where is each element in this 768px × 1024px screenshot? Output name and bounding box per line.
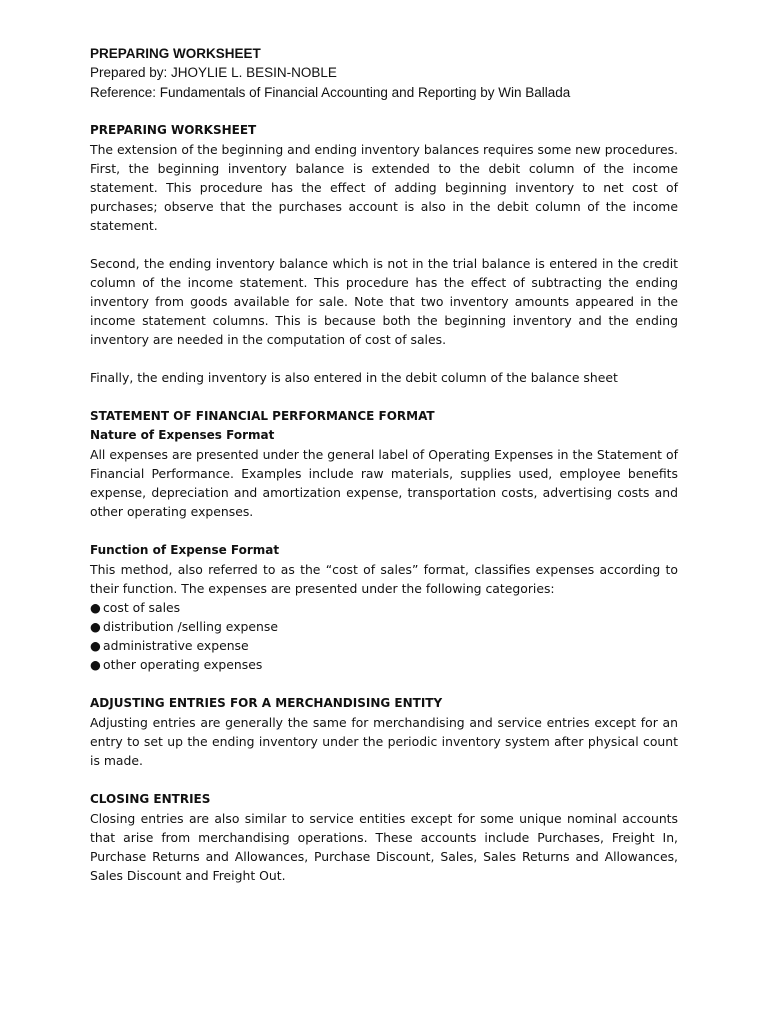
- list-item-text: other operating expenses: [103, 657, 263, 672]
- reference: Reference: Fundamentals of Financial Accounting and Reporting by Win Ballada: [90, 85, 571, 100]
- paragraph: Second, the ending inventory balance which is not in the trial balance is entered in the credit column of the income statement. This procedure has the effect of subtracting the ending inventory from goods available for sale. Note that two inventory amounts appeared in the income statement columns. This is because both the beginning inventory and the ending inventory are needed in the computation of cost of sales.: [90, 256, 678, 347]
- paragraph: This method, also referred to as the “cost of sales” format, classifies expenses according to their function. The expenses are presented under the following categories:: [90, 562, 678, 596]
- section-closing-entries: [90, 790, 678, 885]
- document-header: [90, 44, 678, 103]
- list-item: [90, 617, 678, 636]
- section-heading: CLOSING ENTRIES: [90, 792, 211, 806]
- document-title: PREPARING WORKSHEET: [90, 46, 261, 61]
- bullet-icon: ●: [90, 619, 101, 634]
- bullet-icon: ●: [90, 600, 101, 615]
- section-heading: PREPARING WORKSHEET: [90, 123, 257, 137]
- document-page: [90, 44, 678, 885]
- paragraph: Finally, the ending inventory is also entered in the debit column of the balance sheet: [90, 370, 618, 385]
- prepared-by: Prepared by: JHOYLIE L. BESIN-NOBLE: [90, 65, 337, 80]
- section-financial-performance-format: [90, 407, 678, 521]
- paragraph: All expenses are presented under the general label of Operating Expenses in the Statement of Financial Performance. Examples include raw materials, supplies used, employee benefits expense, depreciation and amortization expense, transportation costs, advertising costs and other operating expenses.: [90, 447, 678, 519]
- bullet-list: [90, 598, 678, 674]
- list-item-text: cost of sales: [103, 600, 181, 615]
- list-item-text: distribution /selling expense: [103, 619, 278, 634]
- section-heading: STATEMENT OF FINANCIAL PERFORMANCE FORMAT: [90, 409, 435, 423]
- subsection-heading: Function of Expense Format: [90, 543, 280, 557]
- bullet-icon: ●: [90, 638, 101, 653]
- section-preparing-worksheet: [90, 121, 678, 387]
- subsection-heading: Nature of Expenses Format: [90, 428, 275, 442]
- section-function-of-expense: [90, 541, 678, 674]
- paragraph: The extension of the beginning and ending inventory balances requires some new procedures. First, the beginning inventory balance is extended to the debit column of the income statement. This procedure has the effect of adding beginning inventory to net cost of purchases; observe that the purchases account is also in the debit column of the income statement.: [90, 142, 678, 233]
- section-adjusting-entries: [90, 694, 678, 770]
- paragraph: Adjusting entries are generally the same for merchandising and service entries except for an entry to set up the ending inventory under the periodic inventory system after physical count is made.: [90, 715, 678, 768]
- list-item: [90, 636, 678, 655]
- bullet-icon: ●: [90, 657, 101, 672]
- list-item: [90, 655, 678, 674]
- section-heading: ADJUSTING ENTRIES FOR A MERCHANDISING ENTITY: [90, 696, 443, 710]
- list-item: [90, 598, 678, 617]
- list-item-text: administrative expense: [103, 638, 249, 653]
- paragraph: Closing entries are also similar to service entities except for some unique nominal accounts that arise from merchandising operations. These accounts include Purchases, Freight In, Purchase Returns and Allowances, Purchase Discount, Sales, Sales Returns and Allowances, Sales Discount and Freight Out.: [90, 811, 678, 883]
